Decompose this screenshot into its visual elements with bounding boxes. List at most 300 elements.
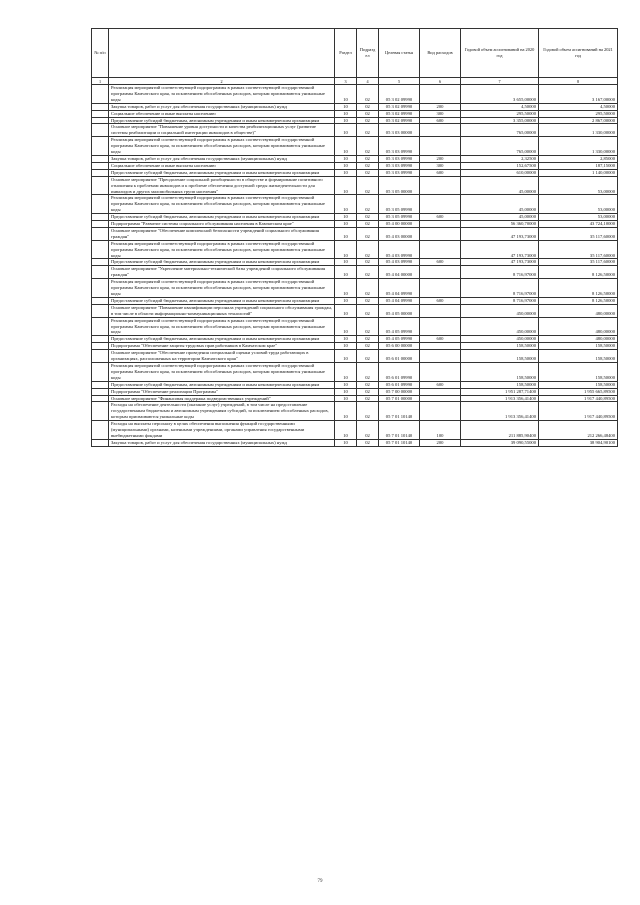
row-value-2021-cell: 35 117,60000 xyxy=(539,240,618,259)
row-number-cell xyxy=(92,195,109,214)
row-value-2020-cell: 8 716,97000 xyxy=(461,279,539,298)
row-section-cell: 10 xyxy=(335,214,357,221)
row-section-cell: 10 xyxy=(335,137,357,156)
row-article-cell: 05 4 05 00000 xyxy=(379,304,420,317)
row-value-2021-cell: 187,15000 xyxy=(539,162,618,169)
row-article-cell: 05 6 00 00000 xyxy=(379,343,420,350)
row-article-cell: 05 4 04 09990 xyxy=(379,297,420,304)
row-name-cell: Реализация мероприятий соответствующей подпрограммы в рамках соответствующей государственной программы Камчатского края, за исключением обособленных расходов, которым присваиваются уникальные коды xyxy=(109,240,335,259)
row-section-cell: 10 xyxy=(335,169,357,176)
row-expense-type-cell: 600 xyxy=(420,169,461,176)
row-article-cell: 05 3 05 09990 xyxy=(379,214,420,221)
row-number-cell xyxy=(92,362,109,381)
row-article-cell: 05 3 05 00000 xyxy=(379,176,420,195)
row-number-cell xyxy=(92,259,109,266)
row-subsection-cell: 02 xyxy=(357,350,379,363)
row-article-cell: 05 4 04 00000 xyxy=(379,266,420,279)
row-article-cell: 05 4 05 09990 xyxy=(379,336,420,343)
row-value-2020-cell: 211 885,90400 xyxy=(461,421,539,440)
row-value-2021-cell: 43 724,10000 xyxy=(539,221,618,228)
row-section-cell: 10 xyxy=(335,195,357,214)
row-value-2021-cell: 3 167,00000 xyxy=(539,85,618,104)
row-expense-type-cell xyxy=(420,350,461,363)
row-subsection-cell: 02 xyxy=(357,317,379,336)
row-expense-type-cell: 600 xyxy=(420,117,461,124)
row-name-cell: Расходы на обеспечение деятельности (оказание услуг) учреждений, в том числе на предоставление государственным бюджетным и автономным учреждениям субсидий, за исключением обособленных расходов, которым присваиваются уникальные коды xyxy=(109,402,335,421)
table-row xyxy=(92,176,618,195)
row-value-2021-cell: 8 126,50000 xyxy=(539,297,618,304)
row-name-cell: Социальное обеспечение и иные выплаты населению xyxy=(109,110,335,117)
row-article-cell: 05 4 00 00000 xyxy=(379,221,420,228)
row-subsection-cell: 02 xyxy=(357,85,379,104)
row-value-2020-cell: 4,50000 xyxy=(461,103,539,110)
row-expense-type-cell: 600 xyxy=(420,381,461,388)
row-value-2020-cell: 152,67500 xyxy=(461,162,539,169)
row-name-cell: Реализация мероприятий соответствующей подпрограммы в рамках соответствующей государственной программы Камчатского края, за исключением обособленных расходов, которым присваиваются уникальные коды xyxy=(109,85,335,104)
row-article-cell: 05 7 01 10140 xyxy=(379,421,420,440)
header-expense-type: Вид расходов xyxy=(420,29,461,78)
row-subsection-cell: 02 xyxy=(357,388,379,395)
column-number: 1 xyxy=(92,78,109,85)
column-number-row xyxy=(92,78,618,85)
row-value-2021-cell: 4,50000 xyxy=(539,103,618,110)
row-article-cell: 05 3 02 09990 xyxy=(379,85,420,104)
row-article-cell: 05 7 00 00000 xyxy=(379,388,420,395)
row-value-2021-cell: 8 126,50000 xyxy=(539,266,618,279)
row-expense-type-cell: 600 xyxy=(420,336,461,343)
row-number-cell xyxy=(92,227,109,240)
row-section-cell: 10 xyxy=(335,124,357,137)
row-value-2021-cell: 1 917 440,89500 xyxy=(539,395,618,402)
row-name-cell: Основное мероприятие "Обеспечение проведения специальной оценки условий труда работающих в организациях, расположенных на территории Камчатского края" xyxy=(109,350,335,363)
row-value-2021-cell: 295,50000 xyxy=(539,110,618,117)
table-row xyxy=(92,155,618,162)
row-section-cell: 10 xyxy=(335,162,357,169)
table-row xyxy=(92,362,618,381)
row-subsection-cell: 02 xyxy=(357,110,379,117)
row-article-cell: 05 3 02 09990 xyxy=(379,117,420,124)
row-article-cell: 05 3 03 09990 xyxy=(379,162,420,169)
row-number-cell xyxy=(92,336,109,343)
row-section-cell: 10 xyxy=(335,317,357,336)
row-value-2021-cell: 2,85000 xyxy=(539,155,618,162)
row-expense-type-cell xyxy=(420,227,461,240)
row-value-2020-cell: 158,50000 xyxy=(461,343,539,350)
row-article-cell: 05 3 03 09990 xyxy=(379,137,420,156)
row-value-2020-cell: 1 913 356,41400 xyxy=(461,395,539,402)
row-name-cell: Реализация мероприятий соответствующей подпрограммы в рамках соответствующей государственной программы Камчатского края, за исключением обособленных расходов, которым присваиваются уникальные коды xyxy=(109,362,335,381)
row-name-cell: Основное мероприятие "Обеспечение комплексной безопасности учреждений социального обслуживания граждан" xyxy=(109,227,335,240)
row-value-2021-cell: 1 955 665,89500 xyxy=(539,388,618,395)
row-subsection-cell: 02 xyxy=(357,162,379,169)
table-row xyxy=(92,103,618,110)
row-article-cell: 05 6 01 00000 xyxy=(379,350,420,363)
row-subsection-cell: 02 xyxy=(357,395,379,402)
header-num: № п/п xyxy=(92,29,109,78)
row-value-2020-cell: 450,00000 xyxy=(461,304,539,317)
row-article-cell: 05 3 03 09990 xyxy=(379,155,420,162)
row-article-cell: 05 4 03 09990 xyxy=(379,240,420,259)
row-section-cell: 10 xyxy=(335,279,357,298)
column-number: 8 xyxy=(539,78,618,85)
row-section-cell: 10 xyxy=(335,439,357,446)
row-article-cell: 05 7 01 00000 xyxy=(379,395,420,402)
row-value-2020-cell: 765,00000 xyxy=(461,137,539,156)
table-row xyxy=(92,421,618,440)
row-section-cell: 10 xyxy=(335,402,357,421)
table-row xyxy=(92,169,618,176)
row-section-cell: 10 xyxy=(335,221,357,228)
row-value-2020-cell: 47 193,73000 xyxy=(461,240,539,259)
row-subsection-cell: 02 xyxy=(357,227,379,240)
row-section-cell: 10 xyxy=(335,85,357,104)
row-subsection-cell: 02 xyxy=(357,214,379,221)
row-section-cell: 10 xyxy=(335,343,357,350)
row-value-2021-cell: 2 867,00000 xyxy=(539,117,618,124)
row-number-cell xyxy=(92,155,109,162)
row-name-cell: Реализация мероприятий соответствующей подпрограммы в рамках соответствующей государственной программы Камчатского края, за исключением обособленных расходов, которым присваиваются уникальные коды xyxy=(109,195,335,214)
row-value-2020-cell: 56 360,70000 xyxy=(461,221,539,228)
table-row xyxy=(92,214,618,221)
header-2020: Годовой объем ассигнований на 2020 год xyxy=(461,29,539,78)
row-subsection-cell: 02 xyxy=(357,155,379,162)
row-number-cell xyxy=(92,214,109,221)
table-row xyxy=(92,240,618,259)
row-number-cell xyxy=(92,117,109,124)
row-expense-type-cell xyxy=(420,176,461,195)
row-value-2021-cell: 1 330,00000 xyxy=(539,137,618,156)
row-section-cell: 10 xyxy=(335,395,357,402)
row-number-cell xyxy=(92,304,109,317)
row-expense-type-cell xyxy=(420,137,461,156)
row-name-cell: Основное мероприятие "Повышение уровня доступности и качества реабилитационных услуг (развитие системы реабилитации и социальной интеграции инвалидов в обществе)" xyxy=(109,124,335,137)
row-section-cell: 10 xyxy=(335,350,357,363)
row-article-cell: 05 4 04 09990 xyxy=(379,279,420,298)
table-row xyxy=(92,381,618,388)
row-expense-type-cell xyxy=(420,279,461,298)
row-section-cell: 10 xyxy=(335,421,357,440)
row-article-cell: 05 3 02 09990 xyxy=(379,103,420,110)
table-row xyxy=(92,317,618,336)
row-article-cell: 05 7 01 10140 xyxy=(379,439,420,446)
row-number-cell xyxy=(92,162,109,169)
row-expense-type-cell xyxy=(420,221,461,228)
row-section-cell: 10 xyxy=(335,362,357,381)
row-number-cell xyxy=(92,266,109,279)
row-value-2021-cell: 158,50000 xyxy=(539,350,618,363)
row-value-2021-cell: 8 126,50000 xyxy=(539,279,618,298)
row-expense-type-cell: 300 xyxy=(420,162,461,169)
row-value-2020-cell: 295,50000 xyxy=(461,110,539,117)
row-value-2020-cell: 47 193,73000 xyxy=(461,259,539,266)
row-subsection-cell: 02 xyxy=(357,421,379,440)
row-subsection-cell: 02 xyxy=(357,266,379,279)
row-expense-type-cell xyxy=(420,266,461,279)
table-row xyxy=(92,162,618,169)
row-value-2021-cell: 158,50000 xyxy=(539,362,618,381)
row-name-cell: Подпрограмма "Развитие системы социального обслуживания населения в Камчатском крае" xyxy=(109,221,335,228)
row-value-2021-cell: 480,00000 xyxy=(539,317,618,336)
row-value-2020-cell: 765,00000 xyxy=(461,124,539,137)
row-subsection-cell: 02 xyxy=(357,381,379,388)
row-name-cell: Подпрограмма "Обеспечение реализации Программы" xyxy=(109,388,335,395)
row-value-2021-cell: 480,00000 xyxy=(539,304,618,317)
row-number-cell xyxy=(92,221,109,228)
row-name-cell: Социальное обеспечение и иные выплаты населению xyxy=(109,162,335,169)
row-number-cell xyxy=(92,421,109,440)
header-section: Раздел xyxy=(335,29,357,78)
row-expense-type-cell xyxy=(420,388,461,395)
table-row xyxy=(92,297,618,304)
row-value-2021-cell: 35 117,60000 xyxy=(539,259,618,266)
row-article-cell: 05 4 05 09990 xyxy=(379,317,420,336)
column-number: 3 xyxy=(335,78,357,85)
row-value-2020-cell: 8 716,97000 xyxy=(461,297,539,304)
row-name-cell: Подпрограмма "Обеспечение защиты трудовых прав работников в Камчатском крае" xyxy=(109,343,335,350)
row-article-cell: 05 4 03 09990 xyxy=(379,259,420,266)
row-name-cell: Закупка товаров, работ и услуг для обеспечения государственных (муниципальных) нужд xyxy=(109,155,335,162)
column-number: 5 xyxy=(379,78,420,85)
row-value-2020-cell: 1 913 356,41400 xyxy=(461,402,539,421)
row-expense-type-cell xyxy=(420,395,461,402)
row-name-cell: Расходы на выплаты персоналу в целях обеспечения выполнения функций государственными (муниципальными) органами, казенными учреждениями, органами управления государственными внебюджетными фондами xyxy=(109,421,335,440)
row-subsection-cell: 02 xyxy=(357,195,379,214)
row-expense-type-cell: 100 xyxy=(420,421,461,440)
row-article-cell: 05 3 05 09990 xyxy=(379,195,420,214)
row-section-cell: 10 xyxy=(335,297,357,304)
row-expense-type-cell: 600 xyxy=(420,214,461,221)
row-subsection-cell: 02 xyxy=(357,297,379,304)
row-expense-type-cell xyxy=(420,195,461,214)
row-section-cell: 10 xyxy=(335,155,357,162)
row-section-cell: 10 xyxy=(335,388,357,395)
table-row xyxy=(92,388,618,395)
row-value-2021-cell: 158,50000 xyxy=(539,343,618,350)
row-subsection-cell: 02 xyxy=(357,279,379,298)
row-number-cell xyxy=(92,350,109,363)
row-expense-type-cell: 200 xyxy=(420,103,461,110)
row-name-cell: Предоставление субсидий бюджетным, автономным учреждениям и иным некоммерческим организациям xyxy=(109,297,335,304)
row-name-cell: Предоставление субсидий бюджетным, автономным учреждениям и иным некоммерческим организациям xyxy=(109,214,335,221)
table-row xyxy=(92,227,618,240)
table-row xyxy=(92,350,618,363)
row-name-cell: Основное мероприятие "Преодоление социальной разобщенности в обществе и формирование позитивного отношения к проблемам инвалидов и к проблеме обеспечения доступной среды жизнедеятельности для инвалидов и других маломобильных групп населения" xyxy=(109,176,335,195)
row-value-2021-cell: 480,00000 xyxy=(539,336,618,343)
row-section-cell: 10 xyxy=(335,103,357,110)
row-value-2020-cell: 39 090,55000 xyxy=(461,439,539,446)
row-section-cell: 10 xyxy=(335,176,357,195)
row-value-2020-cell: 158,50000 xyxy=(461,350,539,363)
table-row xyxy=(92,85,618,104)
row-article-cell: 05 3 02 09990 xyxy=(379,110,420,117)
table-header-row xyxy=(92,29,618,78)
row-number-cell xyxy=(92,85,109,104)
row-subsection-cell: 02 xyxy=(357,439,379,446)
row-section-cell: 10 xyxy=(335,336,357,343)
row-number-cell xyxy=(92,176,109,195)
row-article-cell: 05 6 01 09990 xyxy=(379,381,420,388)
row-expense-type-cell: 200 xyxy=(420,155,461,162)
row-subsection-cell: 02 xyxy=(357,137,379,156)
row-subsection-cell: 02 xyxy=(357,103,379,110)
budget-table xyxy=(91,28,618,447)
row-subsection-cell: 02 xyxy=(357,304,379,317)
row-number-cell xyxy=(92,395,109,402)
row-name-cell: Реализация мероприятий соответствующей подпрограммы в рамках соответствующей государственной программы Камчатского края, за исключением обособленных расходов, которым присваиваются уникальные коды xyxy=(109,317,335,336)
row-expense-type-cell xyxy=(420,317,461,336)
row-expense-type-cell xyxy=(420,402,461,421)
row-name-cell: Закупка товаров, работ и услуг для обеспечения государственных (муниципальных) нужд xyxy=(109,103,335,110)
row-subsection-cell: 02 xyxy=(357,117,379,124)
row-section-cell: 10 xyxy=(335,259,357,266)
row-value-2020-cell: 47 193,73000 xyxy=(461,227,539,240)
row-value-2020-cell: 3 355,00000 xyxy=(461,117,539,124)
row-value-2020-cell: 8 716,97000 xyxy=(461,266,539,279)
row-value-2021-cell: 53,00000 xyxy=(539,195,618,214)
row-article-cell: 05 4 03 00000 xyxy=(379,227,420,240)
row-number-cell xyxy=(92,343,109,350)
column-number: 6 xyxy=(420,78,461,85)
row-value-2020-cell: 2,32500 xyxy=(461,155,539,162)
row-name-cell: Основное мероприятие "Укрепление материально-технической базы учреждений социального обслуживания граждан" xyxy=(109,266,335,279)
row-value-2020-cell: 45,00000 xyxy=(461,195,539,214)
table-row xyxy=(92,221,618,228)
table-row xyxy=(92,336,618,343)
row-section-cell: 10 xyxy=(335,117,357,124)
row-section-cell: 10 xyxy=(335,304,357,317)
row-name-cell: Основное мероприятие "Повышение квалификации персонала учреждений социального обслуживания граждан, в том числе в области информационно-коммуникационных технологий" xyxy=(109,304,335,317)
table-row xyxy=(92,439,618,446)
row-section-cell: 10 xyxy=(335,266,357,279)
row-subsection-cell: 02 xyxy=(357,343,379,350)
row-expense-type-cell xyxy=(420,304,461,317)
header-article: Целевая статья xyxy=(379,29,420,78)
row-name-cell: Предоставление субсидий бюджетным, автономным учреждениям и иным некоммерческим организациям xyxy=(109,381,335,388)
row-section-cell: 10 xyxy=(335,227,357,240)
row-number-cell xyxy=(92,103,109,110)
table-row xyxy=(92,195,618,214)
row-name-cell: Основное мероприятие "Финансовая поддержка подведомственных учреждений" xyxy=(109,395,335,402)
column-number: 2 xyxy=(109,78,335,85)
row-number-cell xyxy=(92,137,109,156)
row-value-2021-cell: 1 330,00000 xyxy=(539,124,618,137)
table-row xyxy=(92,304,618,317)
row-value-2021-cell: 212 266,48400 xyxy=(539,421,618,440)
row-section-cell: 10 xyxy=(335,381,357,388)
row-expense-type-cell: 600 xyxy=(420,297,461,304)
column-number: 4 xyxy=(357,78,379,85)
row-name-cell: Реализация мероприятий соответствующей подпрограммы в рамках соответствующей государственной программы Камчатского края, за исключением обособленных расходов, которым присваиваются уникальные коды xyxy=(109,137,335,156)
table-row xyxy=(92,117,618,124)
row-name-cell: Предоставление субсидий бюджетным, автономным учреждениям и иным некоммерческим организациям xyxy=(109,117,335,124)
row-number-cell xyxy=(92,297,109,304)
row-number-cell xyxy=(92,110,109,117)
row-value-2021-cell: 1 917 440,89500 xyxy=(539,402,618,421)
row-value-2020-cell: 45,00000 xyxy=(461,176,539,195)
row-value-2020-cell: 610,00000 xyxy=(461,169,539,176)
row-article-cell: 05 3 03 09990 xyxy=(379,169,420,176)
row-number-cell xyxy=(92,402,109,421)
row-value-2021-cell: 35 117,60000 xyxy=(539,227,618,240)
table-row xyxy=(92,402,618,421)
row-subsection-cell: 02 xyxy=(357,169,379,176)
table-row xyxy=(92,266,618,279)
row-value-2020-cell: 158,50000 xyxy=(461,362,539,381)
row-expense-type-cell xyxy=(420,343,461,350)
row-article-cell: 05 3 03 00000 xyxy=(379,124,420,137)
row-subsection-cell: 02 xyxy=(357,124,379,137)
row-name-cell: Предоставление субсидий бюджетным, автономным учреждениям и иным некоммерческим организациям xyxy=(109,336,335,343)
table-row xyxy=(92,124,618,137)
row-value-2020-cell: 158,50000 xyxy=(461,381,539,388)
row-article-cell: 05 6 01 09990 xyxy=(379,362,420,381)
row-value-2021-cell: 158,50000 xyxy=(539,381,618,388)
row-article-cell: 05 7 01 10140 xyxy=(379,402,420,421)
row-expense-type-cell: 600 xyxy=(420,259,461,266)
document-page xyxy=(91,28,617,447)
row-value-2021-cell: 1 140,00000 xyxy=(539,169,618,176)
row-subsection-cell: 02 xyxy=(357,176,379,195)
row-value-2021-cell: 53,00000 xyxy=(539,214,618,221)
table-row xyxy=(92,110,618,117)
row-name-cell: Реализация мероприятий соответствующей подпрограммы в рамках соответствующей государственной программы Камчатского края, за исключением обособленных расходов, которым присваиваются уникальные коды xyxy=(109,279,335,298)
row-value-2020-cell: 45,00000 xyxy=(461,214,539,221)
table-row xyxy=(92,137,618,156)
table-row xyxy=(92,395,618,402)
row-value-2020-cell: 450,00000 xyxy=(461,336,539,343)
row-subsection-cell: 02 xyxy=(357,259,379,266)
page-number: 79 xyxy=(317,879,323,884)
row-value-2020-cell: 3 655,00000 xyxy=(461,85,539,104)
row-subsection-cell: 02 xyxy=(357,336,379,343)
row-number-cell xyxy=(92,240,109,259)
row-section-cell: 10 xyxy=(335,240,357,259)
row-number-cell xyxy=(92,279,109,298)
row-value-2020-cell: 1 951 287,71400 xyxy=(461,388,539,395)
row-expense-type-cell xyxy=(420,362,461,381)
row-number-cell xyxy=(92,124,109,137)
header-2021: Годовой объем ассигнований на 2021 год xyxy=(539,29,618,78)
row-value-2020-cell: 450,00000 xyxy=(461,317,539,336)
row-subsection-cell: 02 xyxy=(357,240,379,259)
table-row xyxy=(92,259,618,266)
row-expense-type-cell: 200 xyxy=(420,439,461,446)
row-number-cell xyxy=(92,439,109,446)
row-section-cell: 10 xyxy=(335,110,357,117)
row-subsection-cell: 02 xyxy=(357,402,379,421)
row-name-cell: Закупка товаров, работ и услуг для обеспечения государственных (муниципальных) нужд xyxy=(109,439,335,446)
row-expense-type-cell: 300 xyxy=(420,110,461,117)
column-number: 7 xyxy=(461,78,539,85)
row-name-cell: Предоставление субсидий бюджетным, автономным учреждениям и иным некоммерческим организациям xyxy=(109,169,335,176)
table-row xyxy=(92,279,618,298)
header-subsection: Подраздел xyxy=(357,29,379,78)
row-number-cell xyxy=(92,381,109,388)
row-value-2021-cell: 38 904,90100 xyxy=(539,439,618,446)
row-number-cell xyxy=(92,317,109,336)
row-name-cell: Предоставление субсидий бюджетным, автономным учреждениям и иным некоммерческим организациям xyxy=(109,259,335,266)
row-number-cell xyxy=(92,388,109,395)
table-row xyxy=(92,343,618,350)
row-subsection-cell: 02 xyxy=(357,221,379,228)
row-subsection-cell: 02 xyxy=(357,362,379,381)
row-expense-type-cell xyxy=(420,124,461,137)
header-name xyxy=(109,29,335,78)
row-value-2021-cell: 53,00000 xyxy=(539,176,618,195)
row-number-cell xyxy=(92,169,109,176)
row-expense-type-cell xyxy=(420,240,461,259)
row-expense-type-cell xyxy=(420,85,461,104)
